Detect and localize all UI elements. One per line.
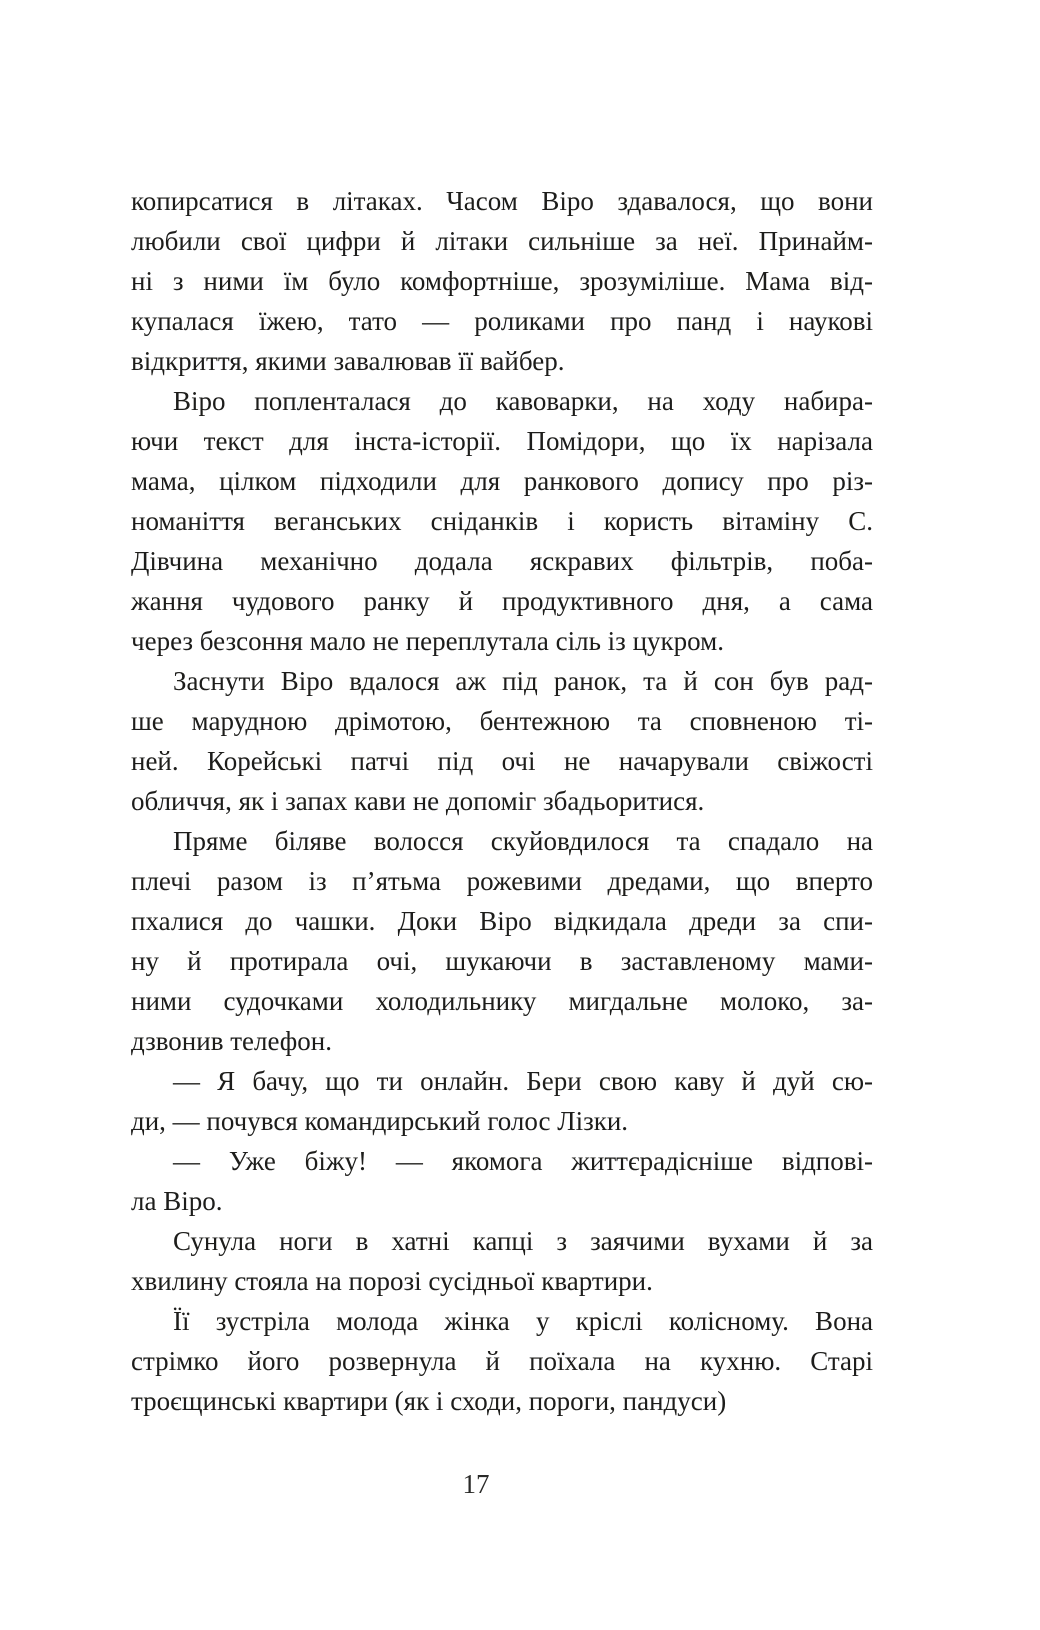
page-number: 17 [462,1469,490,1499]
text-line: дзвонив телефон. [131,1026,332,1056]
paragraph [131,181,873,381]
text-line: копирсатися в літаках. Часом Віро здавалося, що вони [131,186,873,216]
text-line: ла Віро. [131,1186,223,1216]
text-line: — Я бачу, що ти онлайн. Бери свою каву й дуй сю- [173,1066,873,1096]
text-line: Заснути Віро вдалося аж під ранок, та й сон був рад- [173,666,873,696]
text-line: обличчя, як і запах кави не допоміг збадьоритися. [131,786,705,816]
text-line: ними судочками холодильнику мигдальне молоко, за- [131,986,873,1016]
paragraph [131,661,873,821]
text-line: ди, — почувся командирський голос Лізки. [131,1106,629,1136]
text-line: ні з ними їм було комфортніше, зрозуміліше. Мама від- [131,266,873,296]
paragraph [131,381,873,661]
text-line: плечі разом із п’ятьма рожевими дредами, що вперто [131,866,873,896]
text-line: ней. Корейські патчі під очі не начарували свіжості [131,746,873,776]
paragraph [131,1221,873,1301]
text-line: троєщинські квартири (як і сходи, пороги, пандуси) [131,1386,727,1416]
text-line: любили свої цифри й літаки сильніше за неї. Принайм- [131,226,873,256]
text-line: ше марудною дрімотою, бентежною та сповненою ті- [131,706,873,736]
paragraph [131,1301,873,1421]
text-line: мама, цілком підходили для ранкового допису про різ- [131,466,873,496]
paragraph [131,1141,873,1221]
text-line: купалася їжею, тато — роликами про панд і наукові [131,306,873,336]
text-line: через безсоння мало не переплутала сіль із цукром. [131,626,724,656]
text-line: пхалися до чашки. Доки Віро відкидала дреди за спи- [131,906,873,936]
text-line: Дівчина механічно додала яскравих фільтрів, поба- [131,546,873,576]
text-line: стрімко його розвернула й поїхала на кухню. Старі [131,1346,873,1376]
text-line: хвилину стояла на порозі сусідньої квартири. [131,1266,653,1296]
text-line: ну й протирала очі, шукаючи в заставленому мами- [131,946,873,976]
paragraph [131,821,873,1061]
text-line: Віро попленталася до кавоварки, на ходу набира- [173,386,873,416]
text-line: Її зустріла молода жінка у кріслі колісному. Вона [173,1306,873,1336]
text-line: номаніття веганських сніданків і користь вітаміну С. [131,506,873,536]
text-line: Сунула ноги в хатні капці з заячими вухами й за [173,1226,873,1256]
paragraph [131,1061,873,1141]
text-line: — Уже біжу! — якомога життєрадісніше відпові- [173,1146,873,1176]
text-line: ючи текст для інста-історії. Помідори, що їх нарізала [131,426,873,456]
text-line: жання чудового ранку й продуктивного дня, а сама [131,586,873,616]
text-line: відкриття, якими завалював її вайбер. [131,346,565,376]
page-text [131,181,873,1421]
text-line: Пряме біляве волосся скуйовдилося та спадало на [173,826,873,856]
